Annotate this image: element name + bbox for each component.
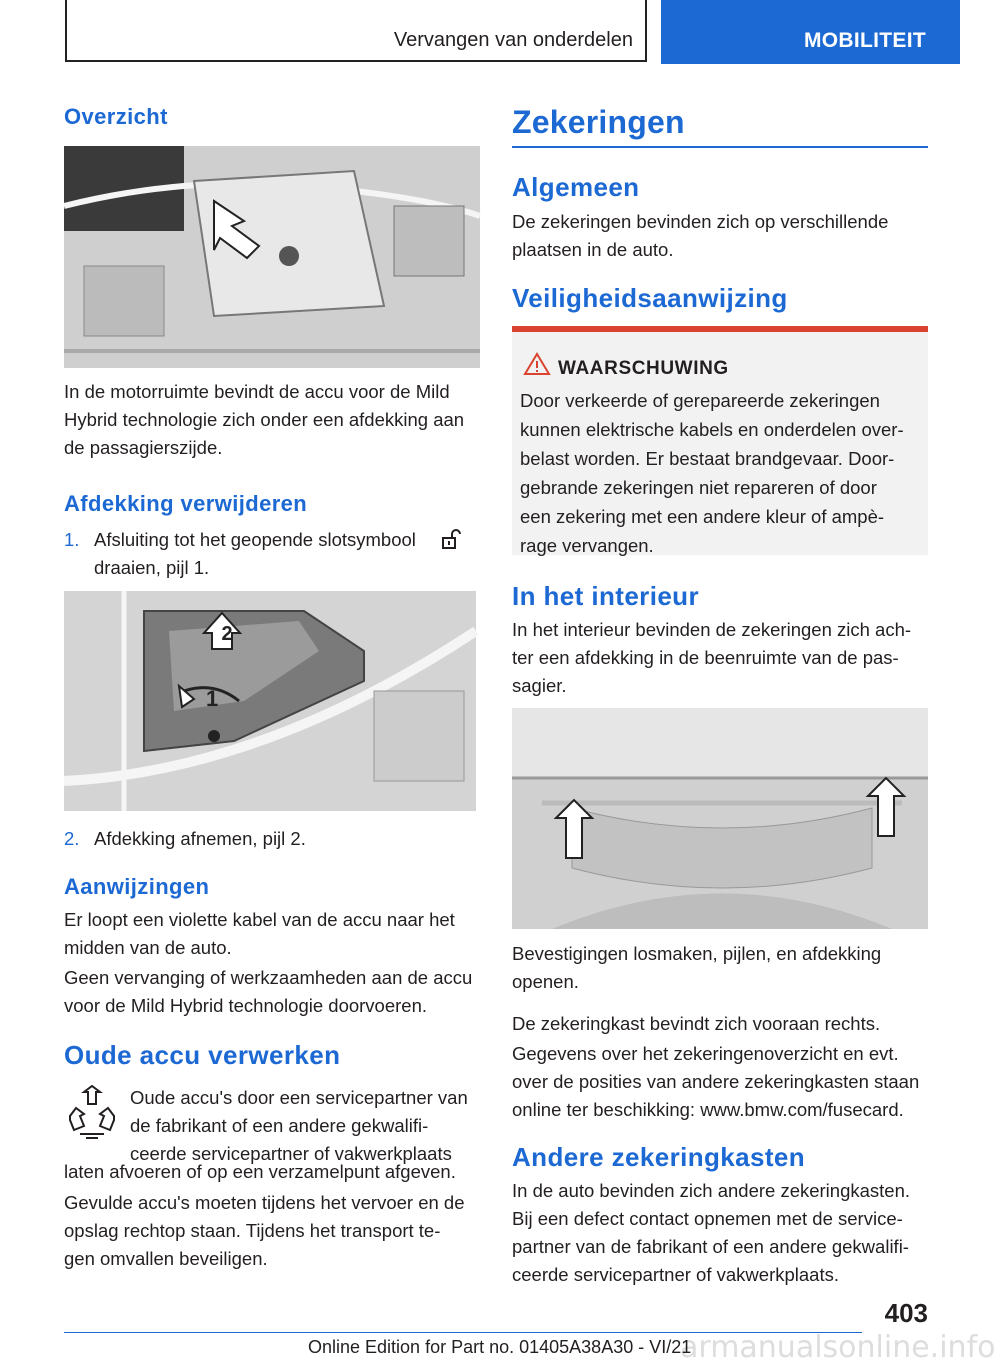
engine-bay-photo [64,146,480,368]
recycle-icon [66,1086,118,1140]
overzicht-text: In de motorruimte bevindt de accu voor de Mild Hybrid technologie zich onder een afdekking aan de passagierszijde. [64,381,465,458]
heading-veiligheid: Veiligheidsaanwijzing [512,283,788,313]
heading-oude-accu: Oude accu verwerken [64,1040,341,1070]
heading-andere: Andere zekeringkasten [512,1142,806,1172]
step-number-2: 2. [64,828,80,849]
page-number: 403 [884,1298,928,1328]
step-number-1: 1. [64,529,80,550]
section-title: Vervangen van onderdelen [393,29,633,51]
battery-cover-photo [64,591,476,811]
unlocked-lock-icon [440,528,462,550]
photo-arrow-label-2: 2 [221,623,233,645]
aanwijzingen-text-1: Er loopt een violette kabel van de accu naar het midden van de auto. [64,909,455,958]
step2-text: Afdekking afnemen, pijl 2. [94,828,306,849]
chapter-title: MOBILITEIT [804,29,926,52]
warning-box [512,326,928,555]
heading-interieur: In het interieur [512,581,699,611]
footer-edition: Online Edition for Part no. 01405A38A30 - VI/21 [308,1337,692,1357]
heading-algemeen: Algemeen [512,172,640,202]
interieur-text: In het interieur bevinden de zekeringen zich ach- ter een afdekking in de beenruimte van de pas- sagier. [512,619,912,696]
andere-text: In de auto bevinden zich andere zekeringkasten. Bij een defect contact opnemen met de service- partner van de fabrikant of een andere gekwalifi- ceerde servicepartner of vakwerkplaats. [512,1180,911,1285]
warning-triangle-icon [524,352,550,376]
bevestiging-text: Bevestigingen losmaken, pijlen, en afdekking openen. [512,943,882,992]
zekeringkast-text: De zekeringkast bevindt zich vooraan rechts. [512,1013,881,1034]
algemeen-text: De zekeringen bevinden zich op verschillende plaatsen in de auto. [512,211,889,260]
photo-arrow-label-1: 1 [206,686,219,711]
heading-afdekking: Afdekking verwijderen [64,491,308,516]
watermark: armanualsonline.info [680,1330,995,1365]
chapter-tab [661,0,960,64]
oude-accu-text-cont: laten afvoeren of op een verzamelpunt afgeven. [64,1161,456,1182]
warning-title: WAARSCHUWING [558,358,729,379]
step1-text: Afsluiting tot het geopende slotsymbool draaien, pijl 1. [94,529,416,578]
warning-text: Door verkeerde of gerepareerde zekeringen kunnen elektrische kabels en onderdelen over- belast worden. Er bestaat brandgevaar. Door- gebrande zekeringen niet repareren of door een zekering met een andere kleur of ampè- rage vervangen. [520,390,904,556]
footwell-photo [512,708,928,929]
oude-accu-text-2: Gevulde accu's moeten tijdens het vervoer en de opslag rechtop staan. Tijdens het transport te- gen omvallen beveiligen. [64,1192,465,1269]
aanwijzingen-text-2: Geen vervanging of werkzaamheden aan de accu voor de Mild Hybrid technologie doorvoeren. [64,967,473,1016]
gegevens-text: Gegevens over het zekeringenoverzicht en evt. over de posities van andere zekeringkasten staan online ter beschikking: www.bmw.com/fusecard. [512,1043,920,1120]
heading-rule [512,146,928,148]
oude-accu-text-indent: Oude accu's door een servicepartner van de fabrikant of een andere gekwalifi- ceerde servicepartner of vakwerkplaats [130,1087,468,1164]
heading-zekeringen: Zekeringen [512,104,685,140]
page-header [0,0,960,64]
heading-aanwijzingen: Aanwijzingen [64,874,210,899]
header-section-box [65,0,647,62]
heading-overzicht: Overzicht [64,104,168,129]
